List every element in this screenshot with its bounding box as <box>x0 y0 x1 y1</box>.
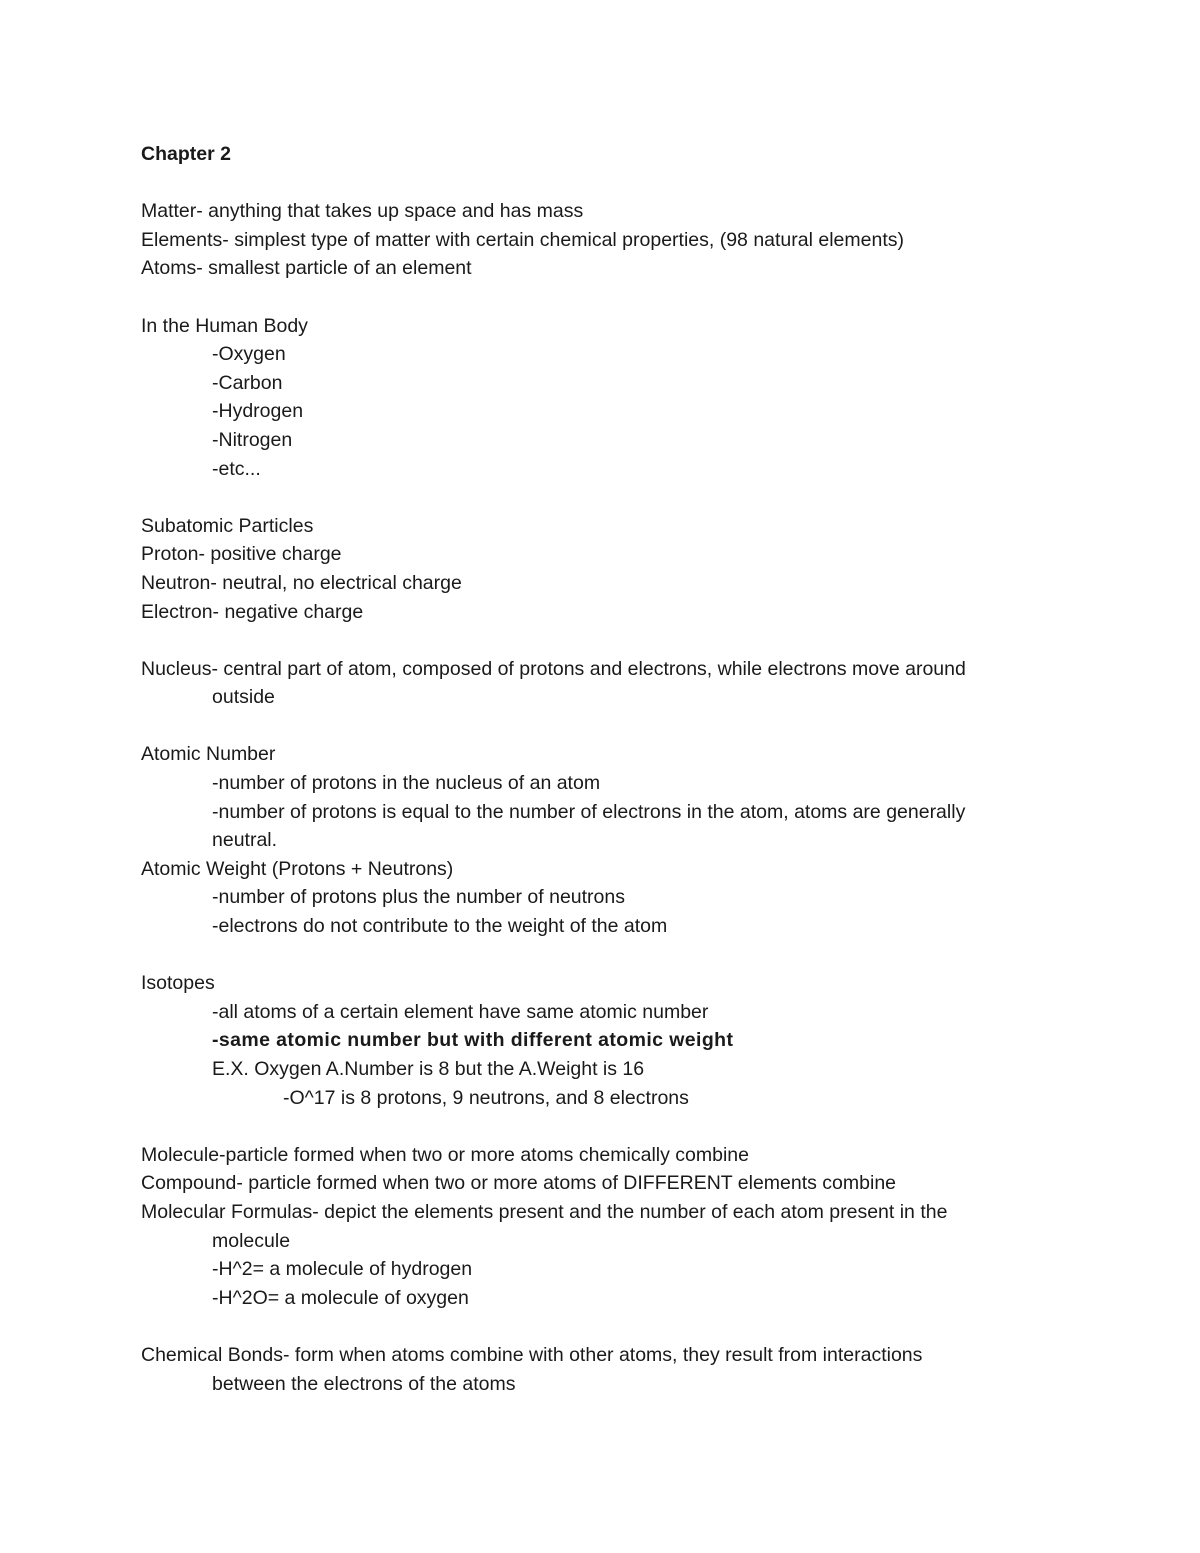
subatomic-heading: Subatomic Particles <box>141 514 314 537</box>
definition-compound: Compound- particle formed when two or more atoms of DIFFERENT elements combine <box>141 1172 897 1195</box>
spacer <box>141 1312 1071 1341</box>
definition-elements: Elements- simplest type of matter with certain chemical properties, (98 natural elements) <box>141 228 904 251</box>
spacer <box>141 1112 1071 1141</box>
subatomic-proton: Proton- positive charge <box>141 543 342 566</box>
atomic-number-item: -number of protons is equal to the number of electrons in the atom, atoms are generally <box>212 800 966 823</box>
human-body-item: -Oxygen <box>212 343 286 366</box>
human-body-heading: In the Human Body <box>141 314 308 337</box>
subatomic-electron: Electron- negative charge <box>141 600 364 623</box>
nucleus-definition: Nucleus- central part of atom, composed of protons and electrons, while electrons move around <box>141 657 966 680</box>
formula-example: -H^2O= a molecule of oxygen <box>212 1286 469 1309</box>
isotopes-heading: Isotopes <box>141 972 215 995</box>
atomic-weight-heading: Atomic Weight (Protons + Neutrons) <box>141 857 454 880</box>
page-title: Chapter 2 <box>141 143 231 165</box>
spacer <box>141 169 1071 198</box>
isotopes-item: -all atoms of a certain element have same atomic number <box>212 1000 709 1023</box>
spacer <box>141 626 1071 655</box>
isotopes-example: E.X. Oxygen A.Number is 8 but the A.Weight is 16 <box>212 1058 645 1080</box>
atomic-number-item-cont: neutral. <box>212 829 278 852</box>
spacer <box>141 283 1071 312</box>
spacer <box>141 712 1071 741</box>
atomic-weight-item: -electrons do not contribute to the weight of the atom <box>212 915 668 938</box>
spacer <box>141 483 1071 512</box>
definition-chemical-bonds: Chemical Bonds- form when atoms combine with other atoms, they result from interactions <box>141 1343 923 1366</box>
nucleus-definition-cont: outside <box>212 686 275 709</box>
definition-chemical-bonds-cont: between the electrons of the atoms <box>212 1372 516 1395</box>
definition-molecular-formulas: Molecular Formulas- depict the elements present and the number of each atom present in the <box>141 1200 948 1223</box>
spacer <box>141 941 1071 970</box>
atomic-number-item: -number of protons in the nucleus of an atom <box>212 772 601 795</box>
definition-molecular-formulas-cont: molecule <box>212 1229 291 1252</box>
human-body-item: -Nitrogen <box>212 428 293 451</box>
human-body-item: -Hydrogen <box>212 400 304 423</box>
atomic-number-heading: Atomic Number <box>141 743 276 766</box>
definition-matter: Matter- anything that takes up space and has mass <box>141 200 584 223</box>
formula-example: -H^2= a molecule of hydrogen <box>212 1258 473 1281</box>
isotopes-sub-example: -O^17 is 8 protons, 9 neutrons, and 8 electrons <box>283 1086 689 1109</box>
definition-atoms: Atoms- smallest particle of an element <box>141 257 472 280</box>
atomic-weight-item: -number of protons plus the number of neutrons <box>212 886 625 909</box>
human-body-item: -etc... <box>212 457 261 480</box>
subatomic-neutron: Neutron- neutral, no electrical charge <box>141 571 462 594</box>
isotopes-item-bold: -same atomic number but with different atomic weight <box>212 1029 734 1052</box>
document-body <box>141 140 1071 1398</box>
definition-molecule: Molecule-particle formed when two or more atoms chemically combine <box>141 1143 749 1166</box>
human-body-item: -Carbon <box>212 371 283 394</box>
